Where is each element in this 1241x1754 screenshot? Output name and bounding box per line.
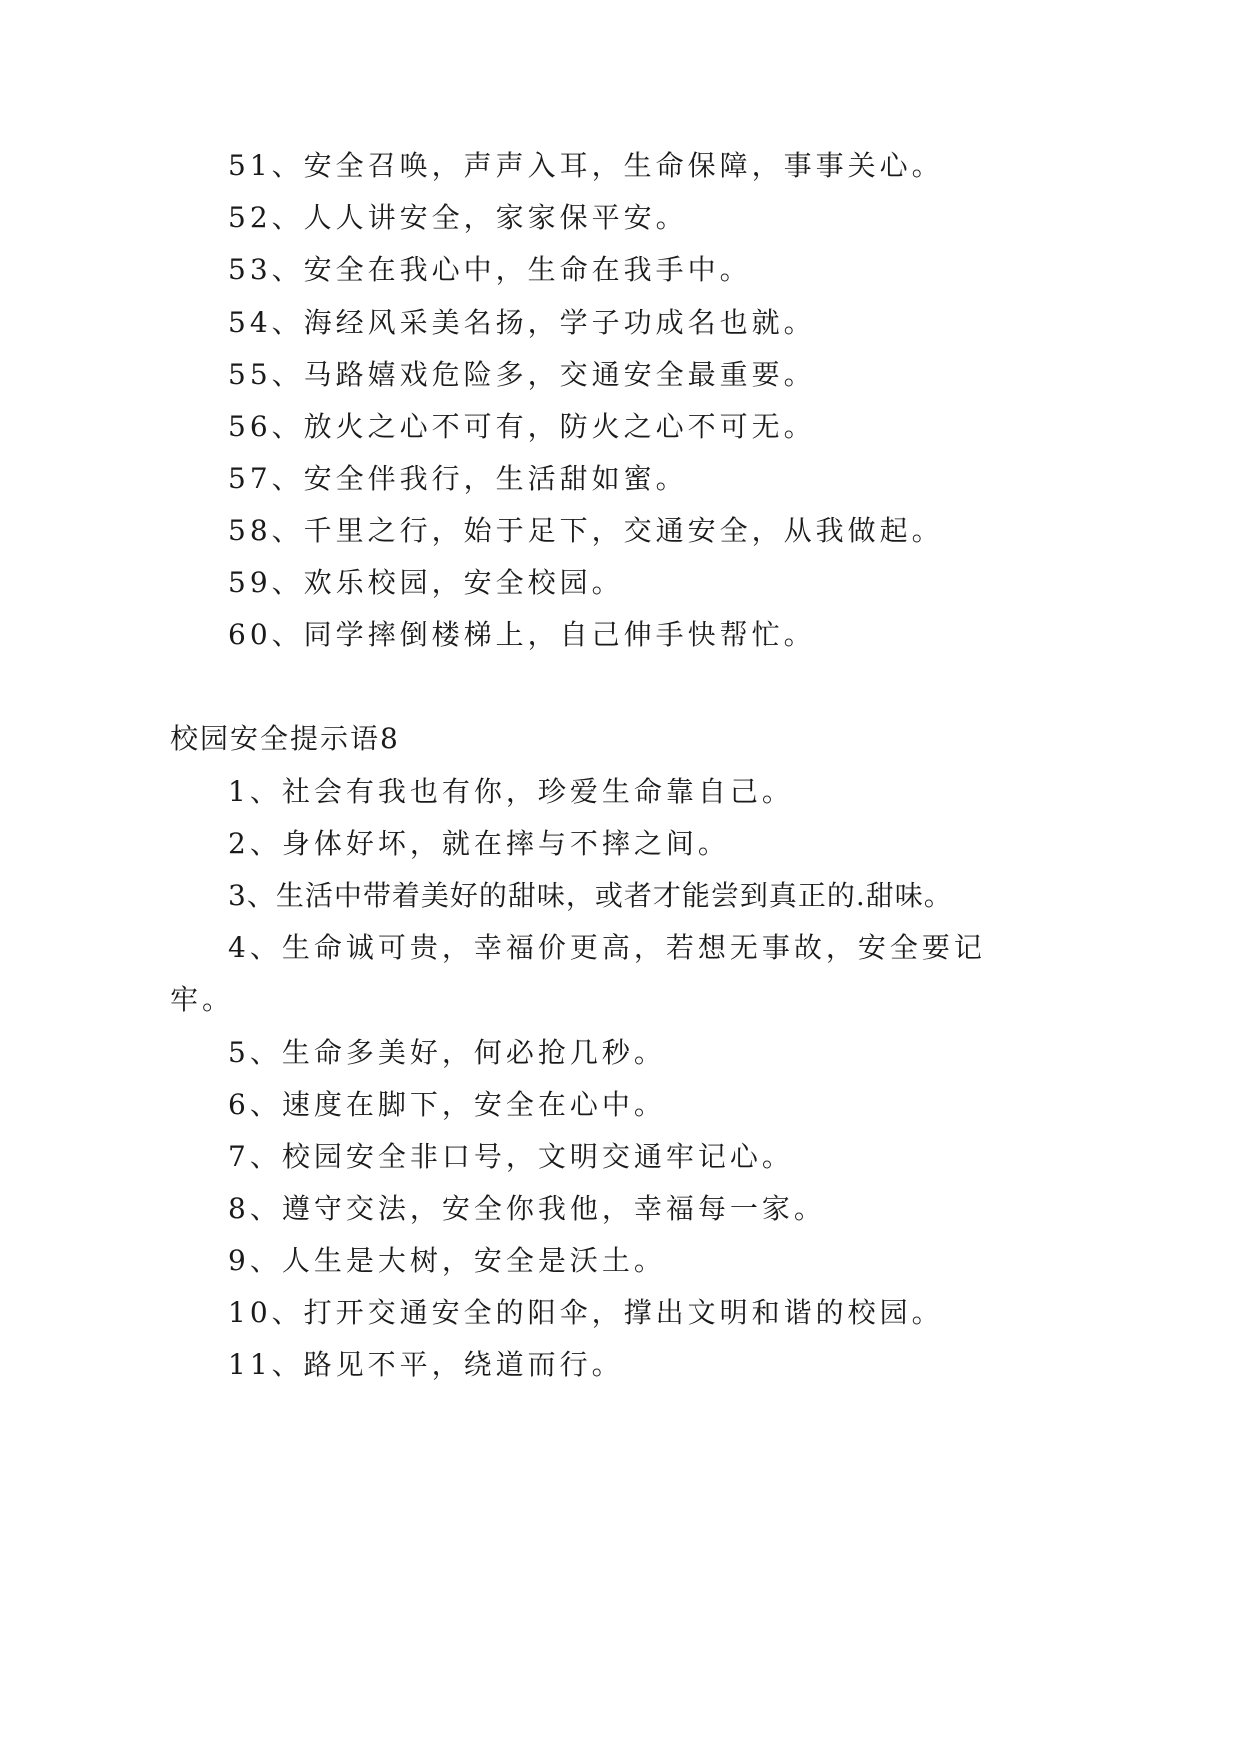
list-item: 56、放火之心不可有，防火之心不可无。	[228, 410, 816, 443]
list-item: 55、马路嬉戏危险多，交通安全最重要。	[228, 358, 816, 391]
list-item: 3、生活中带着美好的甜味，或者才能尝到真正的.甜味。	[228, 879, 953, 912]
list-item-continuation: 牢。	[170, 983, 235, 1016]
list-item: 59、欢乐校园，安全校园。	[228, 566, 624, 599]
list-item: 52、人人讲安全，家家保平安。	[228, 201, 688, 234]
list-item: 7、校园安全非口号，文明交通牢记心。	[228, 1140, 794, 1173]
list-item: 11、路见不平，绕道而行。	[228, 1348, 624, 1381]
section-heading: 校园安全提示语8	[170, 722, 400, 755]
list-item: 4、生命诚可贵，幸福价更高，若想无事故，安全要记	[228, 931, 986, 964]
list-item: 53、安全在我心中，生命在我手中。	[228, 253, 752, 286]
list-item: 10、打开交通安全的阳伞，撑出文明和谐的校园。	[228, 1296, 944, 1329]
list-item: 58、千里之行，始于足下，交通安全，从我做起。	[228, 514, 944, 547]
list-item: 5、生命多美好，何必抢几秒。	[228, 1036, 666, 1069]
list-item: 9、人生是大树，安全是沃土。	[228, 1244, 666, 1277]
list-item: 6、速度在脚下，安全在心中。	[228, 1088, 666, 1121]
list-item: 2、身体好坏，就在摔与不摔之间。	[228, 827, 730, 860]
list-item: 1、社会有我也有你，珍爱生命靠自己。	[228, 775, 794, 808]
list-item: 51、安全召唤，声声入耳，生命保障，事事关心。	[228, 149, 944, 182]
list-item: 60、同学摔倒楼梯上，自己伸手快帮忙。	[228, 618, 816, 651]
list-item: 8、遵守交法，安全你我他，幸福每一家。	[228, 1192, 826, 1225]
list-item: 54、海经风采美名扬，学子功成名也就。	[228, 306, 816, 339]
list-item: 57、安全伴我行，生活甜如蜜。	[228, 462, 688, 495]
